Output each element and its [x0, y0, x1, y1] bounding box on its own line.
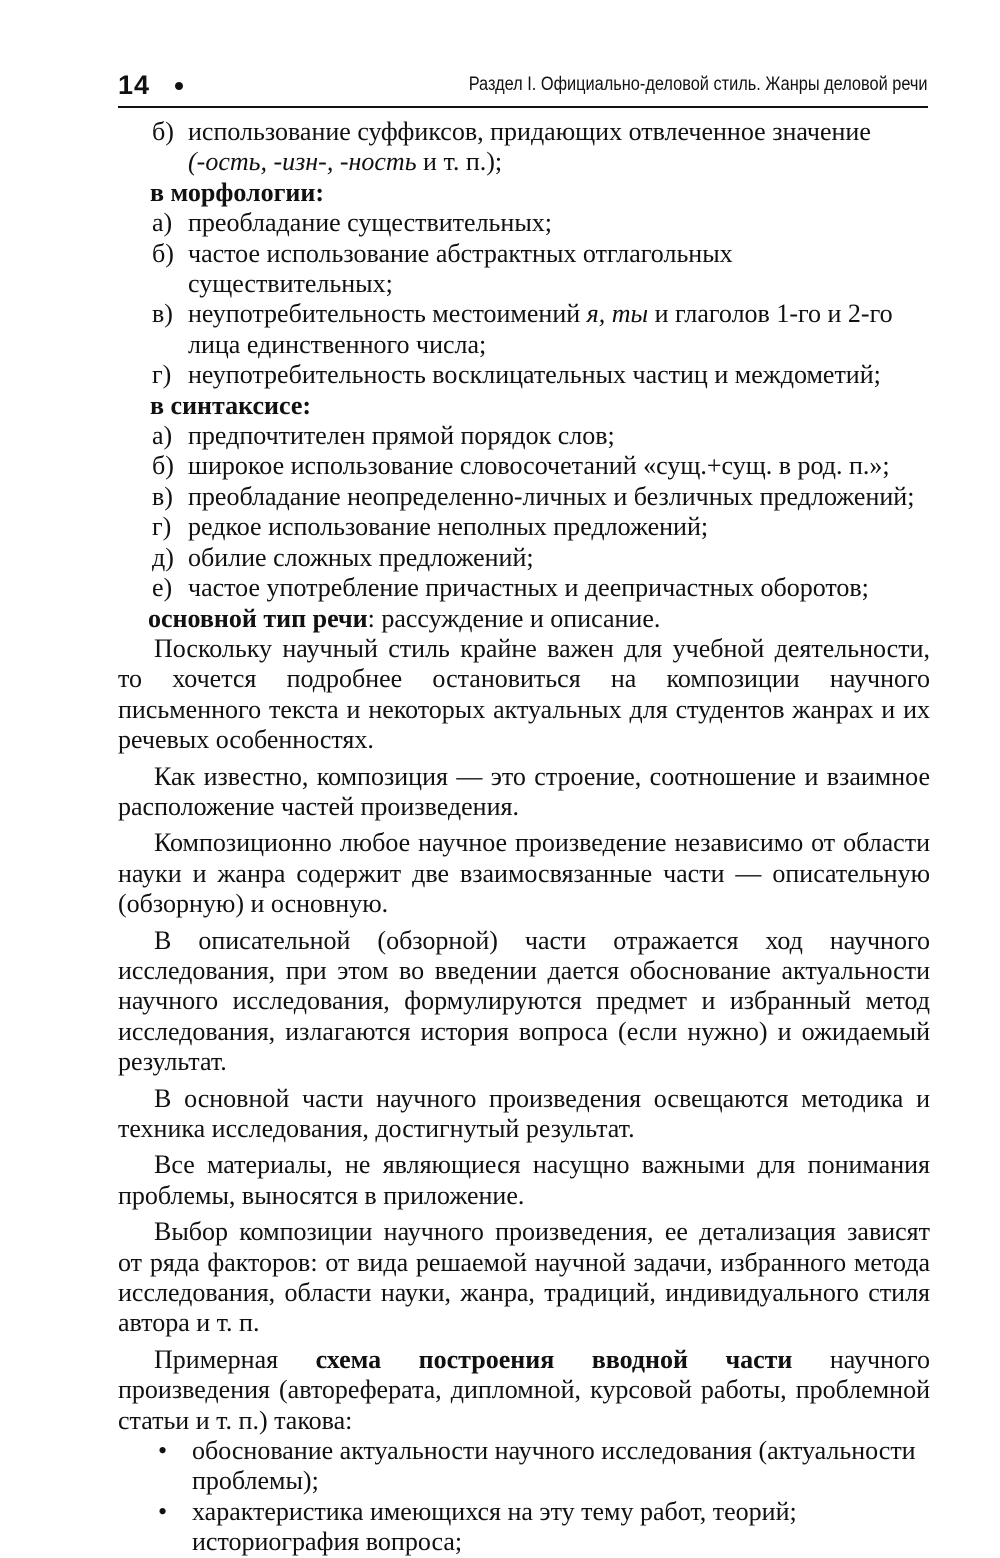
page-number: 14: [118, 70, 151, 100]
item-marker: в): [152, 299, 173, 329]
item-text: частое употребление причастных и деепричастных оборотов;: [188, 573, 869, 603]
scheme-paragraph: [118, 1345, 930, 1436]
speech-type-line: [118, 604, 930, 634]
item-text: обилие сложных предложений;: [188, 542, 534, 572]
bullet-icon: •: [158, 1496, 168, 1526]
paragraph: Композиционно любое научное произведение независимо от области науки и жанра содержит две взаимосвязанные части — описательную (обзорную) и основную.: [118, 828, 930, 919]
syntax-item: [118, 482, 930, 512]
item-marker: е): [152, 573, 173, 603]
item-text: широкое использование словосочетаний «сущ.+сущ. в род. п.»;: [188, 451, 890, 481]
syntax-item: [118, 543, 930, 573]
bullet-icon: •: [158, 1436, 168, 1466]
suffix-examples: (-ость, -изн-, -ность: [188, 147, 417, 177]
morphology-item: [118, 299, 930, 360]
bullet-text: характеристика имеющихся на эту тему работ, теорий; историография вопроса;: [192, 1496, 797, 1557]
syntax-item: [118, 512, 930, 542]
item-marker: б): [152, 238, 174, 268]
speech-type-label: основной тип речи: [148, 603, 368, 633]
paragraph: Выбор композиции научного произведения, ее детализация зависят от ряда факторов: от вида решаемой научной задачи, избранного метода исследования, области науки, жанра, традиций, индивидуального стиля автора и т. п.: [118, 1217, 930, 1338]
bullet-item: [118, 1436, 930, 1497]
bullet-text: обоснование актуальности научного исследования (актуальности проблемы);: [192, 1436, 916, 1496]
syntax-item: [118, 421, 930, 451]
paragraph: В описательной (обзорной) части отражается ход научного исследования, при этом во введении дается обоснование актуальности научного исследования, формулируются предмет и избранный метод исследования, излагаются история вопроса (если нужно) и ожидаемый результат.: [118, 925, 930, 1077]
header-bullet-icon: [175, 82, 183, 90]
syntax-heading: в синтаксисе:: [150, 390, 312, 420]
paragraph: В основной части научного произведения освещаются методика и техника исследования, достигнутый результат.: [118, 1083, 930, 1143]
paragraph: Все материалы, не являющиеся насущно важными для понимания проблемы, выносятся в приложение.: [118, 1150, 930, 1210]
item-text-tail: и глаголов 1-го и 2-го лица единственного числа;: [188, 299, 893, 359]
item-marker: в): [152, 481, 173, 511]
morphology-heading: в морфологии:: [150, 177, 325, 207]
item-text: использование суффиксов, придающих отвлеченное значение: [188, 117, 871, 146]
morphology-item: [118, 360, 930, 390]
page-body: [118, 117, 930, 1558]
item-text: редкое использование неполных предложений;: [188, 512, 709, 542]
bullet-item: [118, 1497, 930, 1558]
item-text: неупотребительность восклицательных частиц и междометий;: [188, 360, 881, 390]
syntax-item: [118, 451, 930, 481]
scheme-text-pre: Примерная: [154, 1344, 316, 1374]
item-marker: а): [152, 208, 173, 238]
speech-type-text: : рассуждение и описание.: [367, 603, 661, 633]
pronoun-examples: я, ты: [586, 299, 649, 329]
item-text: предпочтителен прямой порядок слов;: [188, 421, 615, 451]
morphology-item: [118, 239, 930, 300]
item-marker: а): [152, 421, 173, 451]
item-marker: г): [152, 512, 172, 542]
running-title: Раздел I. Официально-деловой стиль. Жанры деловой речи: [469, 74, 928, 95]
item-marker: г): [152, 360, 172, 390]
item-text: неупотребительность местоимений: [188, 299, 587, 329]
item-text: преобладание неопределенно-личных и безличных предложений;: [188, 481, 915, 511]
scheme-text-post: научного произведения (автореферата, дипломной, курсовой работы, проблемной статьи и т. п.) такова:: [118, 1344, 930, 1435]
paragraph: Как известно, композиция — это строение, соотношение и взаимное расположение частей произведения.: [118, 761, 930, 821]
item-text-tail: и т. п.);: [416, 147, 503, 177]
item-marker: д): [152, 542, 174, 572]
scheme-emphasis: схема построения вводной части: [315, 1344, 793, 1374]
vocabulary-item: [118, 117, 930, 178]
paragraph: Поскольку научный стиль крайне важен для учебной деятельности, то хочется подробнее остановиться на композиции научного письменного текста и некоторых актуальных для студентов жанрах и их речевых особенностях.: [118, 633, 930, 755]
item-text: частое использование абстрактных отглагольных существительных;: [188, 238, 733, 299]
running-header: [118, 66, 928, 108]
item-text: преобладание существительных;: [188, 208, 553, 238]
item-marker: б): [152, 117, 174, 146]
syntax-item: [118, 573, 930, 603]
morphology-item: [118, 208, 930, 238]
item-marker: б): [152, 451, 174, 481]
